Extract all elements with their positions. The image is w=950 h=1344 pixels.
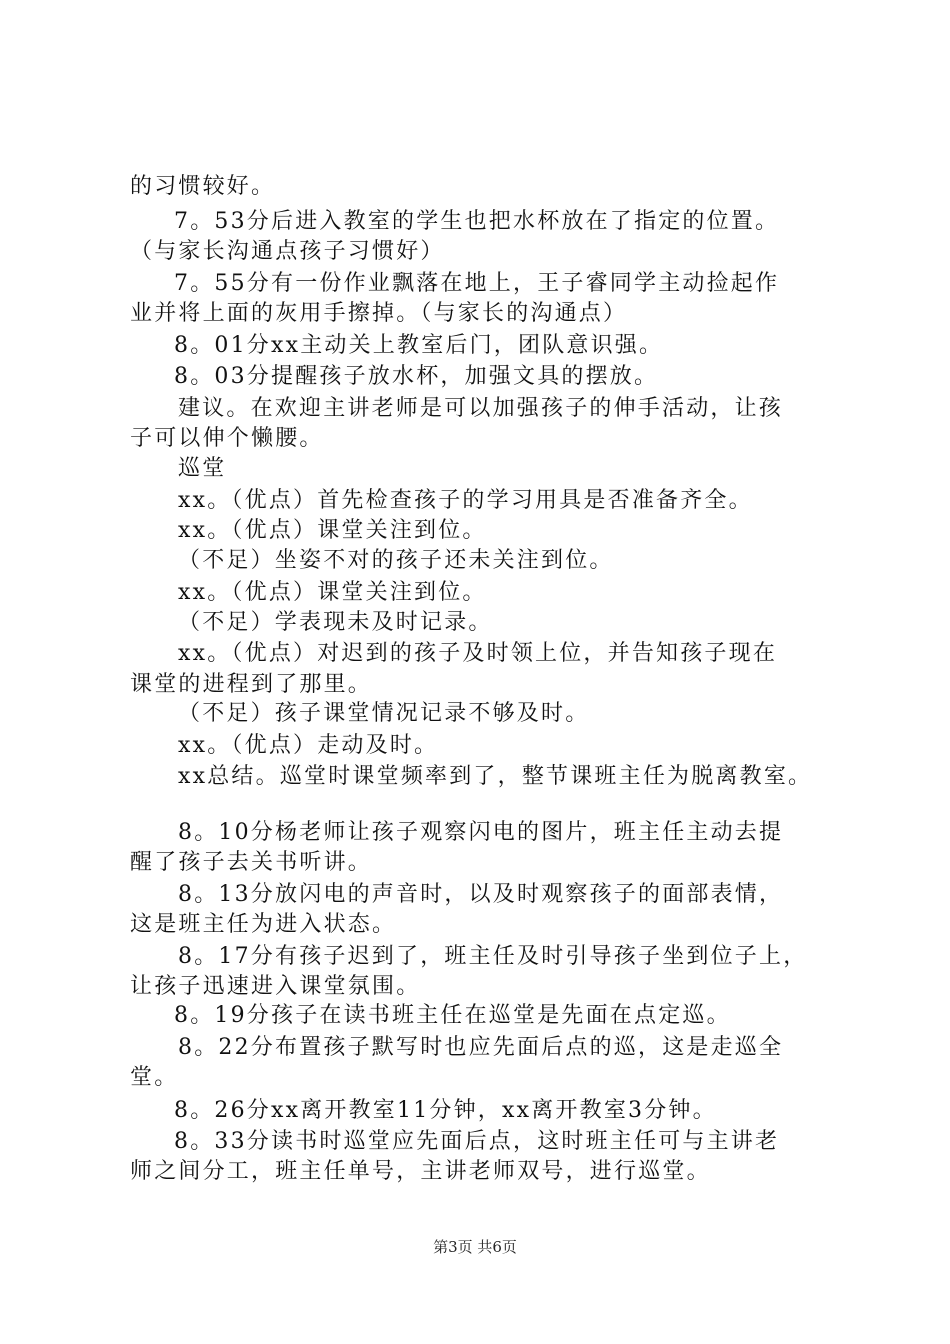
text-line: 8。33分读书时巡堂应先面后点，这时班主任可与主讲老 xyxy=(174,1129,780,1154)
text-line: 师之间分工，班主任单号，主讲老师双号，进行巡堂。 xyxy=(130,1159,711,1184)
text-line: 7。53分后进入教室的学生也把水杯放在了指定的位置。 xyxy=(174,209,780,234)
text-line: 子可以伸个懒腰。 xyxy=(130,426,324,451)
text-line: 醒了孩子去关书听讲。 xyxy=(130,850,373,875)
text-line: xx。（优点）对迟到的孩子及时领上位，并告知孩子现在 xyxy=(178,641,778,666)
text-line: 业并将上面的灰用手擦掉。（与家长的沟通点） xyxy=(130,301,628,326)
text-line: （与家长沟通点孩子习惯好） xyxy=(130,239,445,264)
text-line: 8。19分孩子在读书班主任在巡堂是先面在点定巡。 xyxy=(174,1003,731,1028)
text-line: 8。03分提醒孩子放水杯，加强文具的摆放。 xyxy=(174,364,659,389)
text-line: 堂。 xyxy=(130,1065,179,1090)
text-line: 课堂的进程到了那里。 xyxy=(130,672,373,697)
text-line: 8。22分布置孩子默写时也应先面后点的巡，这是走巡全 xyxy=(178,1035,784,1060)
text-line: 这是班主任为进入状态。 xyxy=(130,912,397,937)
text-line: 8。26分xx离开教室11分钟，xx离开教室3分钟。 xyxy=(174,1098,717,1123)
text-line: 8。01分xx主动关上教室后门，团队意识强。 xyxy=(174,333,664,358)
text-line: xx。（优点）首先检查孩子的学习用具是否准备齐全。 xyxy=(178,488,753,513)
text-line: 8。13分放闪电的声音时，以及时观察孩子的面部表情， xyxy=(178,882,784,907)
text-line: xx总结。巡堂时课堂频率到了，整节课班主任为脱离教室。 xyxy=(178,764,813,789)
text-line: （不足）孩子课堂情况记录不够及时。 xyxy=(178,701,590,726)
text-line: 8。17分有孩子迟到了，班主任及时引导孩子坐到位子上， xyxy=(178,944,808,969)
text-line: xx。（优点）课堂关注到位。 xyxy=(178,580,487,605)
text-line: 让孩子迅速进入课堂氛围。 xyxy=(130,974,421,999)
page-footer: 第3页 共6页 xyxy=(433,1238,517,1256)
text-line: 的习惯较好。 xyxy=(130,174,276,199)
text-line: （不足）坐姿不对的孩子还未关注到位。 xyxy=(178,548,614,573)
text-line: 建议。在欢迎主讲老师是可以加强孩子的伸手活动，让孩 xyxy=(178,396,784,421)
text-line: （不足）学表现未及时记录。 xyxy=(178,610,493,635)
text-line: 巡堂 xyxy=(178,456,227,481)
text-line: 8。10分杨老师让孩子观察闪电的图片，班主任主动去提 xyxy=(178,820,784,845)
text-line: xx。（优点）走动及时。 xyxy=(178,733,439,758)
text-line: 7。55分有一份作业飘落在地上，王子睿同学主动捡起作 xyxy=(174,271,780,296)
text-line: xx。（优点）课堂关注到位。 xyxy=(178,518,487,543)
